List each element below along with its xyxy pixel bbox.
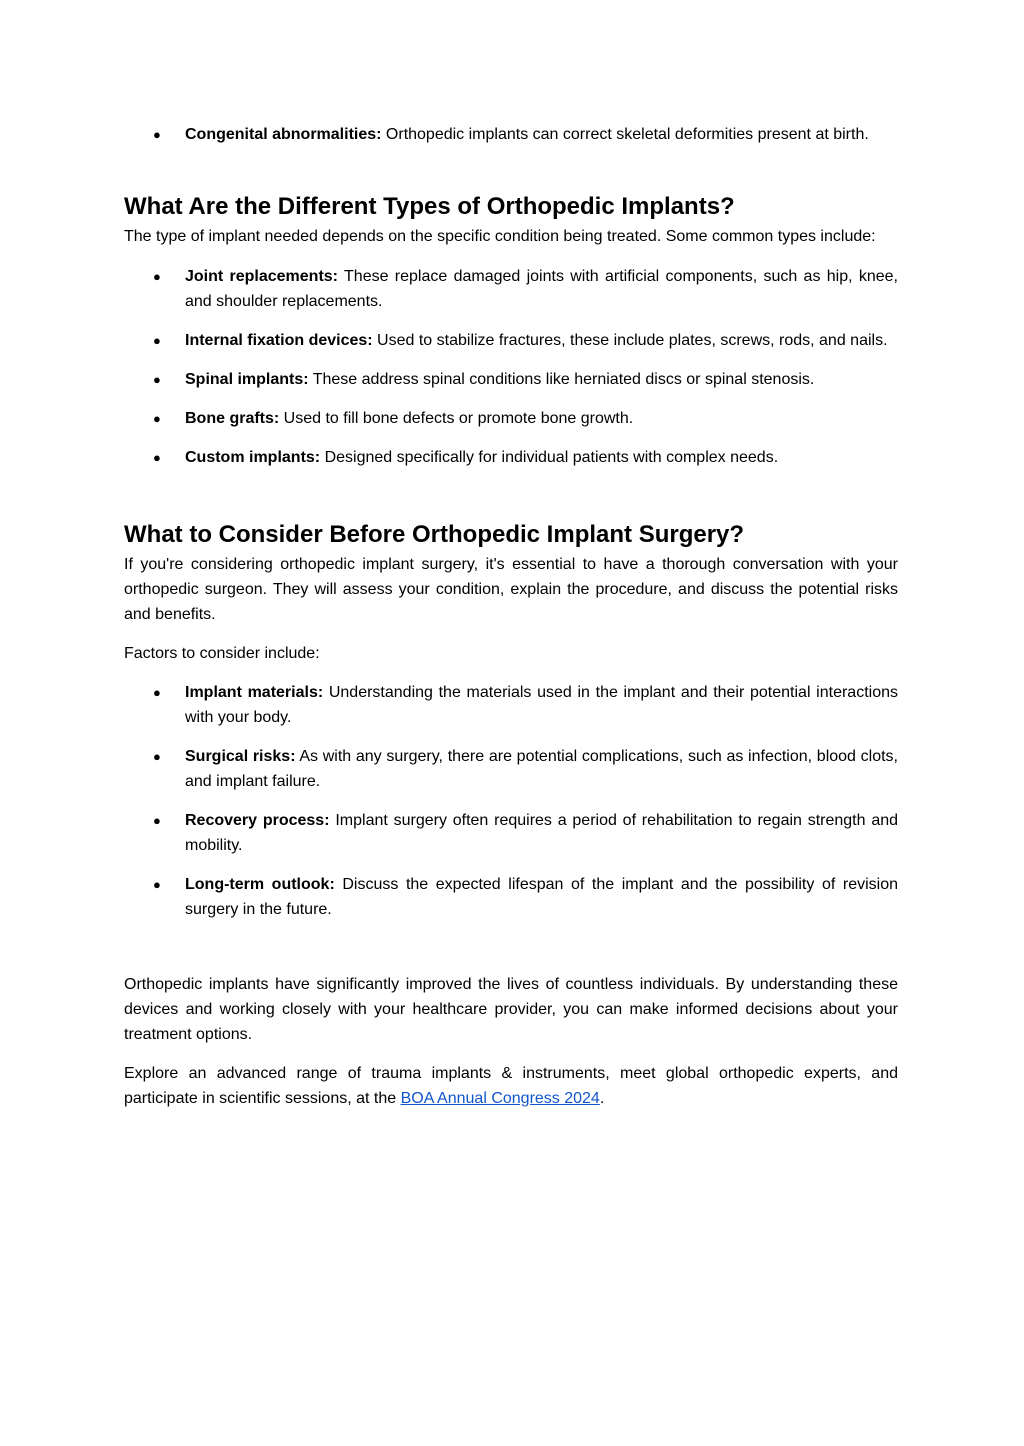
bullet-icon: ● (153, 269, 161, 284)
list-item-text: Understanding the materials used in the implant and their potential interactions with your body. (185, 684, 898, 726)
explore-text-end: . (599, 1090, 605, 1107)
list-item-text: These address spinal conditions like herniated discs or spinal stenosis. (308, 371, 815, 388)
list-item (124, 264, 898, 314)
list-item-term: Implant materials: (185, 684, 324, 701)
bullet-icon: ● (153, 372, 161, 387)
bullet-icon: ● (153, 411, 161, 426)
list-item-term: Recovery process: (185, 812, 330, 829)
list-item-term: Spinal implants: (185, 371, 309, 388)
list-item-text: Implant surgery often requires a period of rehabilitation to regain strength and mobility. (185, 812, 899, 854)
list-item-term: Congenital abnormalities: (185, 126, 382, 143)
types-heading: What Are the Different Types of Orthopedic Implants? (124, 193, 735, 220)
bullet-icon: ● (153, 877, 161, 892)
bullet-icon: ● (153, 813, 161, 828)
closing-paragraph: Orthopedic implants have significantly improved the lives of countless individuals. By understanding these devices and working closely with your healthcare provider, you can make informed decisions about your treatment options. (124, 976, 898, 1043)
list-item (124, 680, 898, 730)
bullet-icon: ● (153, 450, 161, 465)
consider-paragraph: If you're considering orthopedic implant surgery, it's essential to have a thorough conversation with your orthopedic surgeon. They will assess your condition, explain the procedure, and discuss the potential risks and benefits. (124, 556, 898, 623)
list-item (124, 445, 898, 470)
list-item (124, 406, 898, 431)
list-item (124, 744, 898, 794)
list-item-term: Long-term outlook: (185, 876, 335, 893)
list-item-text: Designed specifically for individual patients with complex needs. (320, 449, 779, 466)
explore-text: Explore an advanced range of trauma implants & instruments, meet global orthopedic experts, and participate in scientific sessions, at the (124, 1065, 898, 1107)
types-intro-paragraph: The type of implant needed depends on the specific condition being treated. Some common types include: (124, 228, 876, 245)
bullet-icon: ● (153, 127, 161, 142)
bullet-icon: ● (153, 749, 161, 764)
boa-congress-link[interactable]: BOA Annual Congress 2024 (400, 1090, 600, 1107)
list-item (124, 808, 898, 858)
bullet-icon: ● (153, 685, 161, 700)
document-page (124, 122, 898, 1111)
list-item-text: Used to stabilize fractures, these include plates, screws, rods, and nails. (372, 332, 888, 349)
list-item-term: Internal fixation devices: (185, 332, 373, 349)
types-bullet-list (124, 264, 898, 470)
list-item-text: Discuss the expected lifespan of the implant and the possibility of revision surgery in the future. (185, 876, 898, 918)
consider-heading: What to Consider Before Orthopedic Implant Surgery? (124, 521, 745, 548)
list-item (124, 122, 898, 147)
list-item-text: These replace damaged joints with artificial components, such as hip, knee, and shoulder replacements. (185, 268, 898, 310)
intro-bullet-list (124, 122, 898, 147)
list-item-term: Surgical risks: (185, 748, 296, 765)
list-item-term: Joint replacements: (185, 268, 339, 285)
list-item-text: Orthopedic implants can correct skeletal deformities present at birth. (381, 126, 869, 143)
list-item-term: Custom implants: (185, 449, 321, 466)
list-item (124, 328, 898, 353)
bullet-icon: ● (153, 333, 161, 348)
factors-bullet-list (124, 680, 898, 922)
factors-label: Factors to consider include: (124, 645, 320, 662)
list-item-text: As with any surgery, there are potential complications, such as infection, blood clots, and implant failure. (185, 748, 898, 790)
list-item (124, 872, 898, 922)
list-item (124, 367, 898, 392)
list-item-term: Bone grafts: (185, 410, 280, 427)
explore-paragraph (124, 1061, 898, 1111)
list-item-text: Used to fill bone defects or promote bone growth. (279, 410, 634, 427)
